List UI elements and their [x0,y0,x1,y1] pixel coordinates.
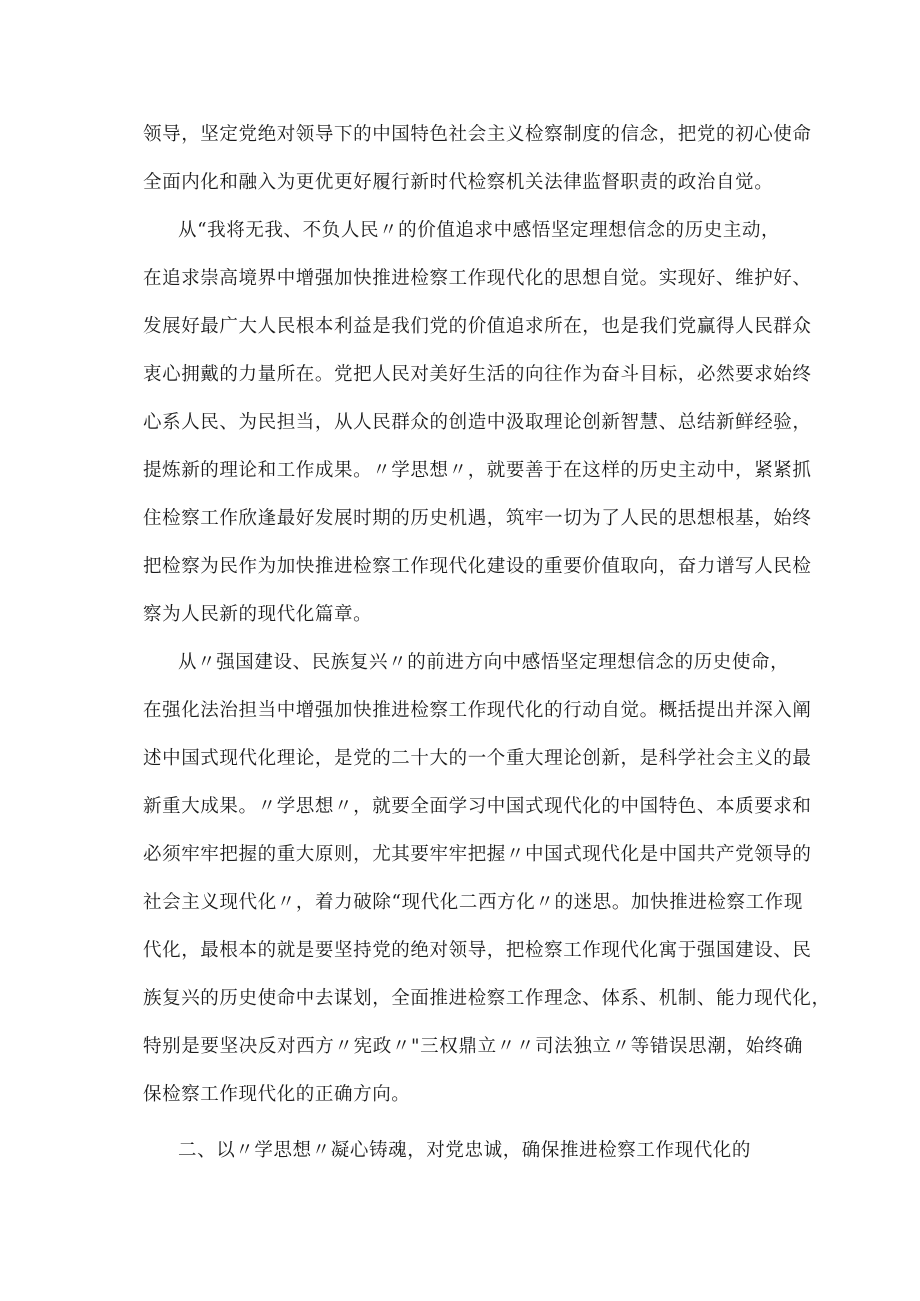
text-line: 在强化法治担当中增强加快推进检察工作现代化的行动自觉。概括提出并深入阐 [143,700,812,721]
text-line: 衷心拥戴的力量所在。党把人民对美好生活的向往作为奋斗目标，必然要求始终 [143,364,812,385]
text-line: 发展好最广大人民根本利益是我们党的价值追求所在，也是我们党赢得人民群众 [143,316,812,337]
text-line: 提炼新的理论和工作成果。〃学思想〃，就要善于在这样的历史主动中，紧紧抓 [143,460,812,481]
text-line: 特别是要坚决反对西方〃宪政〃"三权鼎立〃〃司法独立〃等错误思潮，始终确 [143,1036,803,1057]
text-line: 住检察工作欣逢最好发展时期的历史机遇，筑牢一切为了人民的思想根基，始终 [143,508,812,529]
section-heading-line: 二、以〃学思想〃凝心铸魂，对党忠诚，确保推进检察工作现代化的 [178,1140,752,1161]
text-line: 保检察工作现代化的正确方向。 [143,1084,411,1105]
text-line: 领导，坚定党绝对领导下的中国特色社会主义检察制度的信念，把党的初心使命 [143,124,812,145]
text-line: 在追求崇高境界中增强加快推进检察工作现代化的思想自觉。实现好、维护好、 [143,268,812,289]
paragraph-start-line: 从“我将无我、不负人民〃的价值追求中感悟坚定理想信念的历史主动， [178,220,781,241]
text-line: 把检察为民作为加快推进检察工作现代化建设的重要价值取向，奋力谱写人民检 [143,556,812,577]
text-line: 代化，最根本的就是要坚持党的绝对领导，把检察工作现代化寓于强国建设、民 [143,940,812,961]
text-line: 全面内化和融入为更优更好履行新时代检察机关法律监督职责的政治自觉。 [143,172,774,193]
text-line: 察为人民新的现代化篇章。 [143,604,373,625]
text-line: 必须牢牢把握的重大原则，尤其要牢牢把握〃中国式现代化是中国共产党领导的 [143,844,812,865]
paragraph-start-line: 从〃强国建设、民族复兴〃的前进方向中感悟坚定理想信念的历史使命， [178,652,790,673]
text-line: 社会主义现代化〃，着力破除“现代化二西方化〃的迷思。加快推进检察工作现 [143,892,803,913]
text-line: 族复兴的历史使命中去谋划，全面推进检察工作理念、体系、机制、能力现代化， [143,988,831,1009]
text-line: 述中国式现代化理论，是党的二十大的一个重大理论创新，是科学社会主义的最 [143,748,812,769]
text-line: 新重大成果。〃学思想〃，就要全面学习中国式现代化的中国特色、本质要求和 [143,796,812,817]
text-line: 心系人民、为民担当，从人民群众的创造中汲取理论创新智慧、总结新鲜经验， [143,412,812,433]
